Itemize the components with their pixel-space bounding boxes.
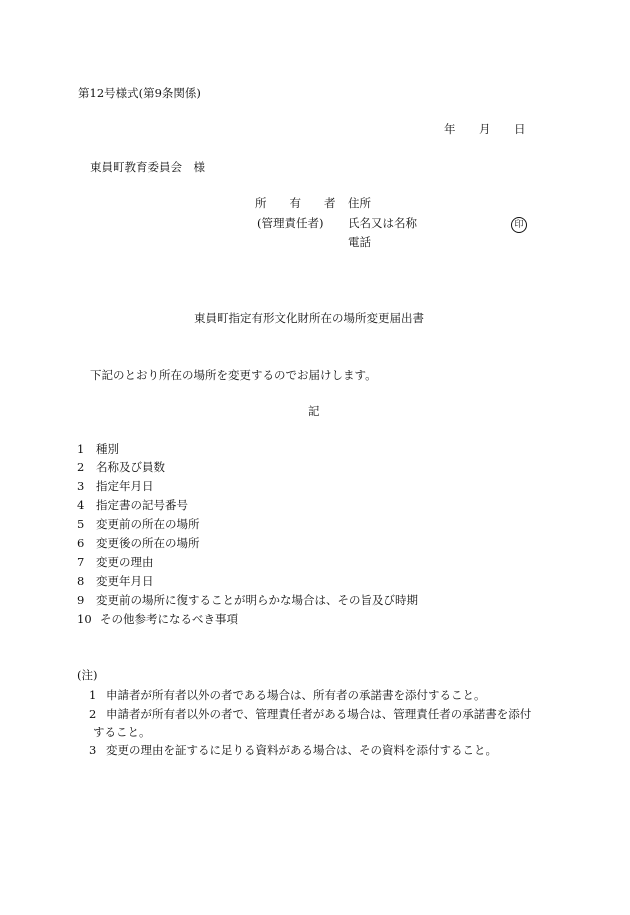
item-number: 9 — [77, 593, 85, 607]
item-label: 変更前の場所に復することが明らかな場合は、その旨及び時期 — [96, 593, 418, 607]
document-title: 東員町指定有形文化財所在の場所変更届出書 — [194, 311, 424, 325]
note-number: 3 — [89, 743, 97, 757]
form-number: 第12号様式(第9条関係) — [78, 86, 201, 100]
note-text: 申請者が所有者以外の者である場合は、所有者の承諾書を添付すること。 — [106, 688, 486, 702]
item-number: 3 — [77, 479, 85, 493]
manager-label: (管理責任者) — [257, 216, 324, 230]
item-label: 指定年月日 — [96, 479, 154, 493]
ki-heading: 記 — [308, 404, 320, 418]
note-text: 申請者が所有者以外の者で、管理責任者がある場合は、管理責任者の承諾書を添付 — [106, 707, 532, 721]
note-number: 1 — [89, 688, 97, 702]
item-number: 1 — [77, 442, 85, 456]
item-number: 5 — [77, 517, 85, 531]
owner-phone-label: 電話 — [348, 235, 371, 249]
addressee: 東員町教育委員会 様 — [90, 160, 205, 174]
item-number: 4 — [77, 498, 85, 512]
item-label: 種別 — [96, 442, 119, 456]
seal-mark: 印 — [511, 217, 527, 233]
item-label: 変更後の所在の場所 — [96, 536, 200, 550]
item-label: 変更年月日 — [96, 574, 154, 588]
owner-label: 所 有 者 — [255, 196, 336, 210]
item-label: 変更前の所在の場所 — [96, 517, 200, 531]
owner-address-label: 住所 — [348, 196, 371, 210]
item-label: 指定書の記号番号 — [96, 498, 188, 512]
item-label: 変更の理由 — [96, 555, 154, 569]
notes-heading: (注) — [77, 668, 98, 682]
item-number: 2 — [77, 460, 85, 474]
item-label: 名称及び員数 — [96, 460, 165, 474]
date-month: 月 — [479, 122, 491, 136]
intro-text: 下記のとおり所在の場所を変更するのでお届けします。 — [90, 368, 377, 382]
item-number: 8 — [77, 574, 85, 588]
item-label: その他参考になるべき事項 — [100, 612, 238, 626]
item-number: 7 — [77, 555, 85, 569]
note-text-continued: すること。 — [93, 725, 151, 739]
date-year: 年 — [444, 122, 456, 136]
owner-name-label: 氏名又は名称 — [348, 216, 417, 230]
item-number: 10 — [77, 612, 92, 626]
item-number: 6 — [77, 536, 85, 550]
note-text: 変更の理由を証するに足りる資料がある場合は、その資料を添付すること。 — [106, 743, 497, 757]
date-day: 日 — [514, 122, 526, 136]
note-number: 2 — [89, 707, 97, 721]
